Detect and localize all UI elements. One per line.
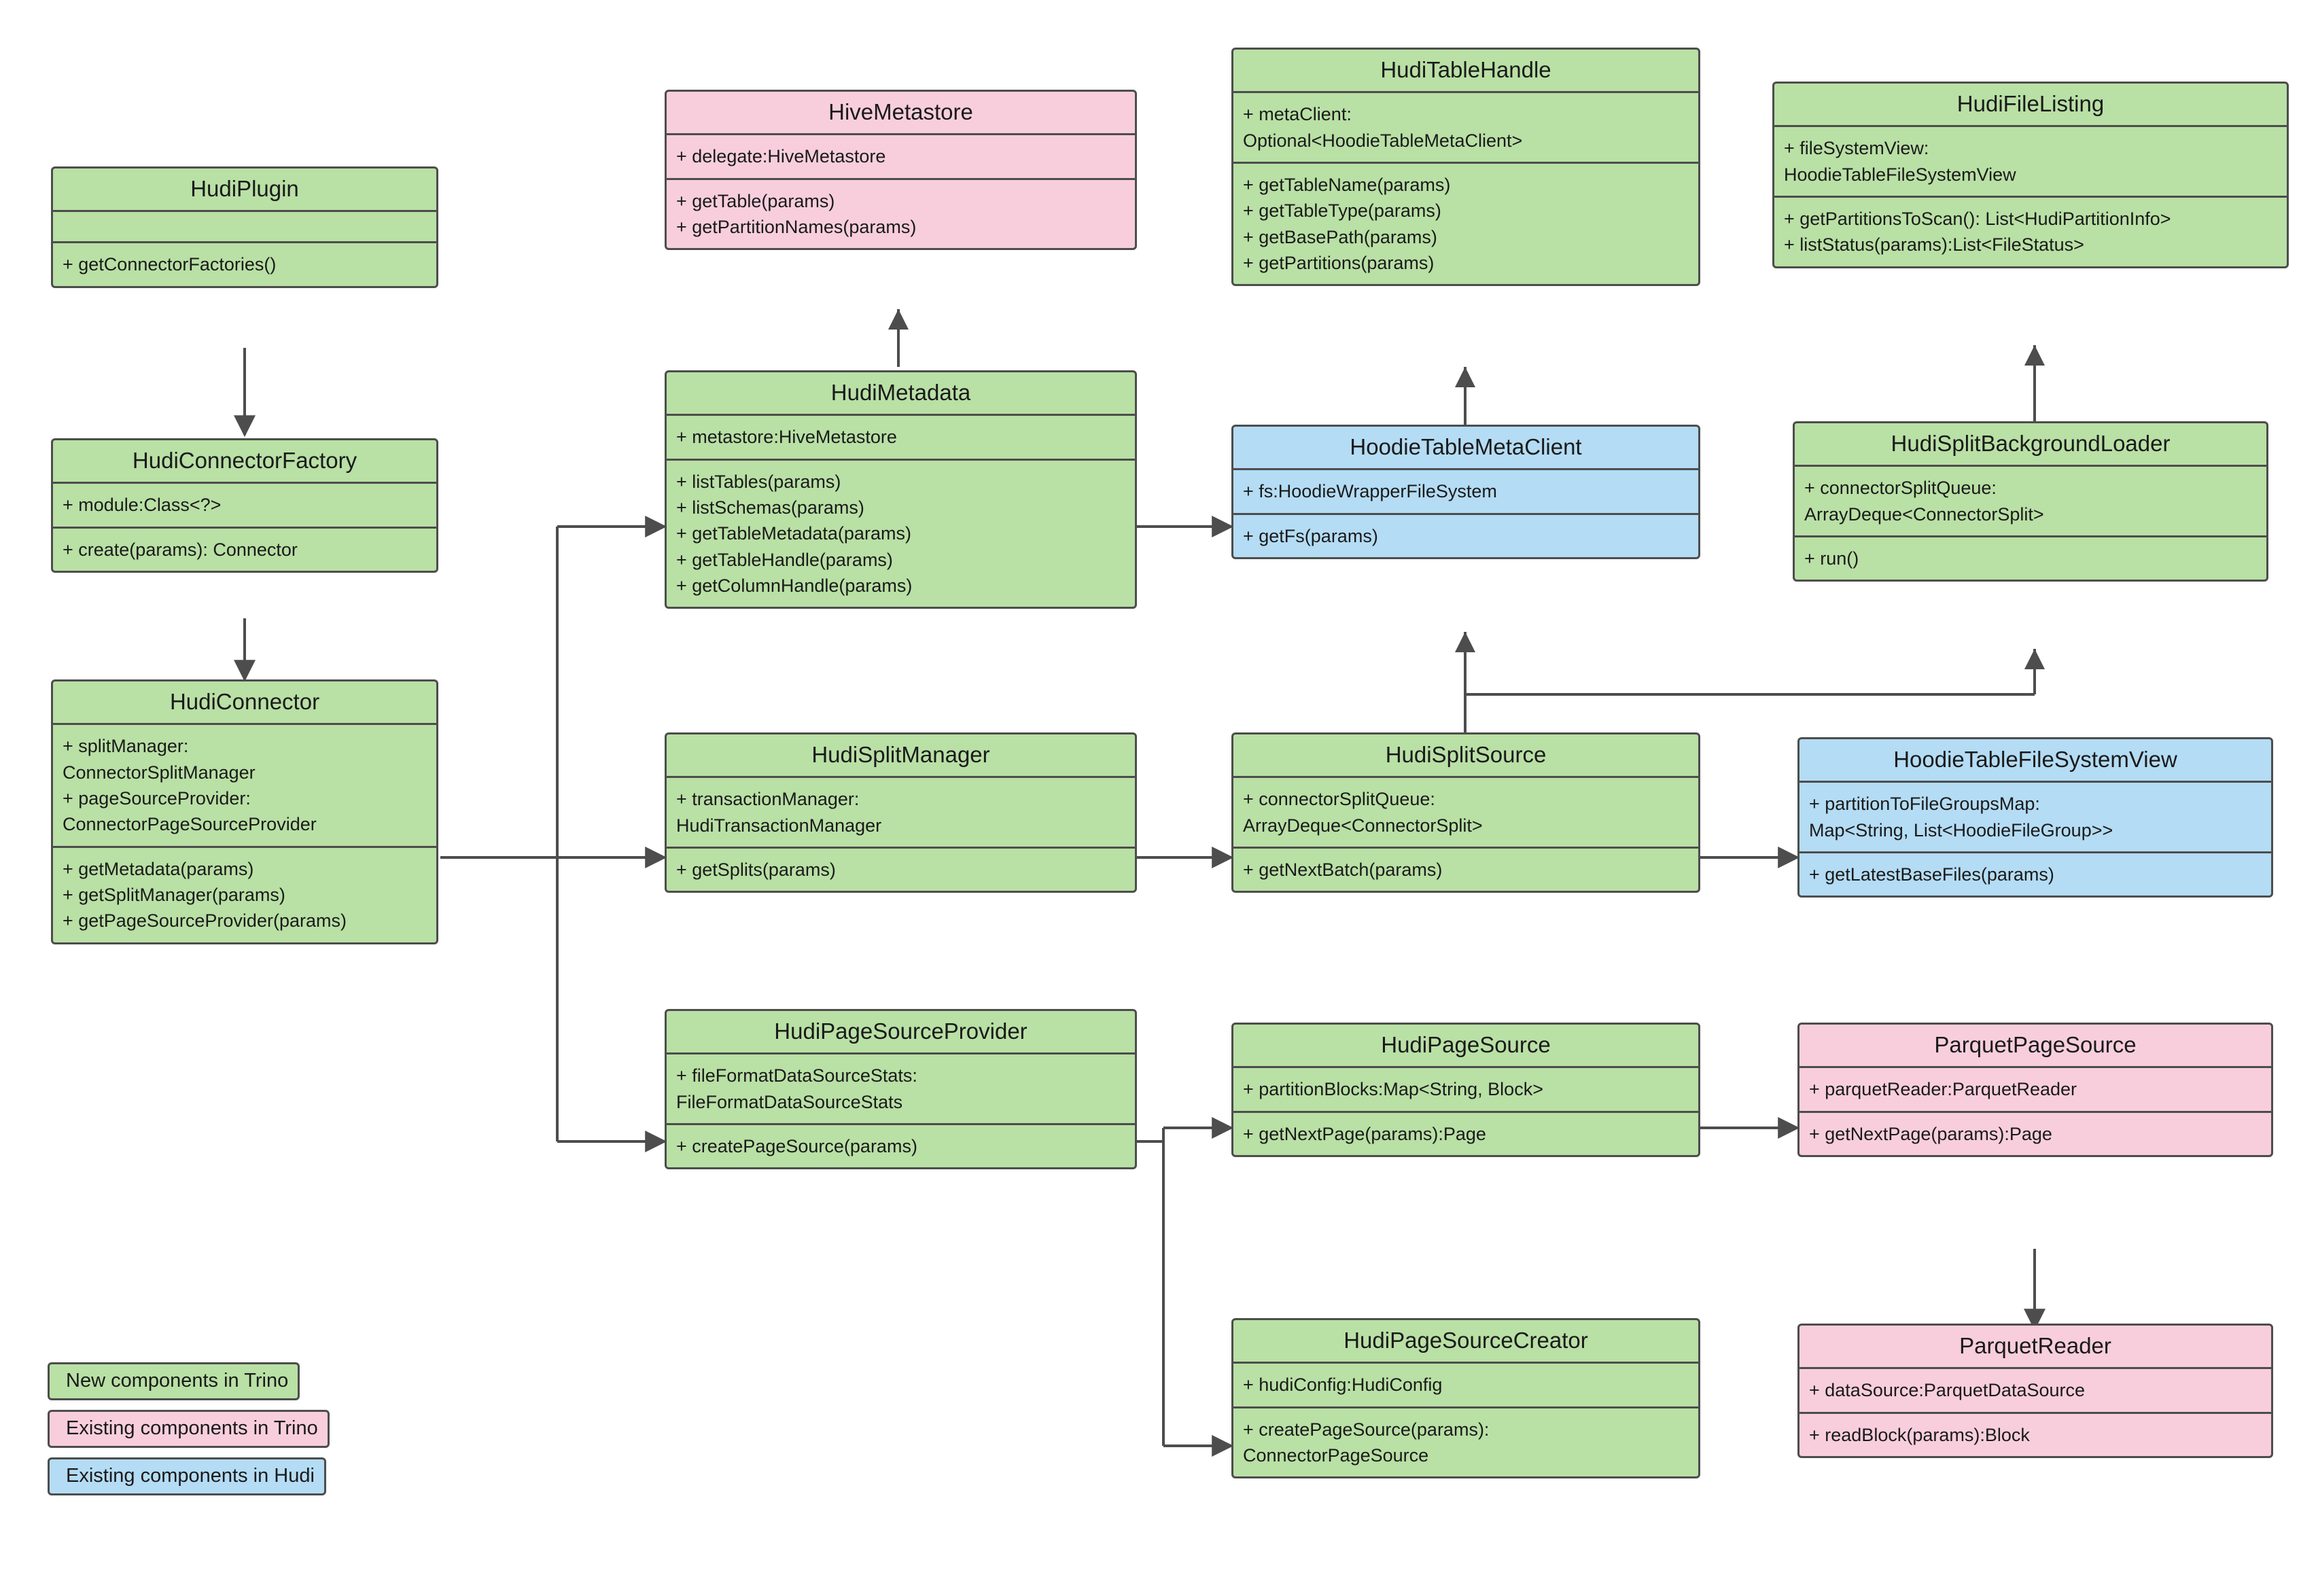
class-attributes — [1799, 1068, 2271, 1112]
class-attribute: ArrayDeque<ConnectorSplit> — [1804, 503, 2044, 525]
class-title: ParquetReader — [1799, 1326, 2271, 1369]
legend — [48, 1362, 462, 1505]
class-box-hudi-connector[interactable] — [51, 679, 438, 944]
class-attribute: ConnectorSplitManager — [63, 762, 256, 783]
class-method: + getTableType(params) — [1243, 200, 1441, 221]
class-methods — [53, 243, 436, 285]
class-methods — [53, 529, 436, 571]
class-title: HudiFileListing — [1774, 84, 2287, 127]
legend-label: Existing components in Trino — [66, 1417, 318, 1439]
class-attribute: + pageSourceProvider: — [63, 787, 251, 809]
class-attribute: HoodieTableFileSystemView — [1784, 164, 2016, 185]
class-method: + listSchemas(params) — [676, 497, 864, 518]
class-title: HudiSplitBackgroundLoader — [1795, 423, 2266, 467]
class-box-hudi-page-source-provider[interactable] — [665, 1009, 1137, 1169]
class-method: + createPageSource(params) — [676, 1135, 917, 1156]
class-attribute: + parquetReader:ParquetReader — [1809, 1079, 2077, 1100]
class-attribute: + fileSystemView: — [1784, 138, 1929, 159]
class-attributes — [1774, 127, 2287, 198]
class-title: HudiSplitSource — [1233, 734, 1698, 778]
class-methods — [1233, 515, 1698, 557]
class-title: ParquetPageSource — [1799, 1025, 2271, 1068]
class-attribute: ConnectorPageSourceProvider — [63, 814, 317, 835]
class-methods — [1233, 1408, 1698, 1477]
class-attributes — [53, 484, 436, 528]
class-methods — [1233, 849, 1698, 891]
class-attribute: + module:Class<?> — [63, 495, 222, 516]
class-box-hudi-table-handle[interactable] — [1231, 48, 1700, 286]
class-method: + getNextPage(params):Page — [1809, 1123, 2052, 1144]
class-method: + getTableName(params) — [1243, 174, 1451, 195]
class-methods — [667, 849, 1135, 891]
class-attribute: + delegate:HiveMetastore — [676, 146, 886, 167]
class-attribute: + partitionBlocks:Map<String, Block> — [1243, 1079, 1543, 1100]
legend-label: New components in Trino — [66, 1370, 289, 1391]
class-method: + getNextBatch(params) — [1243, 859, 1443, 880]
class-attribute: Map<String, List<HoodieFileGroup>> — [1809, 819, 2113, 840]
class-attribute: + connectorSplitQueue: — [1804, 478, 1997, 499]
class-method: + getPartitions(params) — [1243, 252, 1435, 273]
class-attributes — [1233, 1068, 1698, 1112]
class-box-hudi-split-manager[interactable] — [665, 732, 1137, 893]
class-attributes — [667, 1054, 1135, 1125]
legend-item-existing-hudi — [48, 1457, 326, 1495]
class-attributes — [1795, 467, 2266, 537]
class-box-parquet-reader[interactable] — [1797, 1324, 2273, 1458]
class-method: + run() — [1804, 548, 1859, 569]
class-box-hudi-page-source-creator[interactable] — [1231, 1318, 1700, 1478]
class-method: + listStatus(params):List<FileStatus> — [1784, 234, 2084, 255]
class-method: + getMetadata(params) — [63, 858, 254, 879]
class-methods — [667, 1125, 1135, 1167]
class-method: + getTableHandle(params) — [676, 549, 893, 570]
class-box-hudi-file-listing[interactable] — [1772, 82, 2289, 268]
class-methods — [1799, 853, 2271, 895]
class-title: HudiTableHandle — [1233, 50, 1698, 93]
class-attributes — [1799, 1369, 2271, 1413]
class-box-hudi-connector-factory[interactable] — [51, 438, 438, 573]
class-methods — [1233, 1113, 1698, 1155]
class-attributes — [667, 778, 1135, 849]
class-method: + getFs(params) — [1243, 525, 1378, 546]
class-method: + listTables(params) — [676, 471, 841, 492]
class-attribute: + metaClient: — [1243, 104, 1352, 125]
class-method: + getPartitionNames(params) — [676, 216, 917, 237]
class-title: HudiConnector — [53, 681, 436, 725]
class-attribute: FileFormatDataSourceStats — [676, 1091, 903, 1112]
class-method: + getSplitManager(params) — [63, 884, 285, 905]
class-attribute: ArrayDeque<ConnectorSplit> — [1243, 815, 1483, 836]
class-attributes — [667, 416, 1135, 460]
class-methods — [1795, 537, 2266, 580]
class-attribute: + hudiConfig:HudiConfig — [1243, 1375, 1443, 1396]
class-method: + readBlock(params):Block — [1809, 1424, 2030, 1445]
class-title: HudiConnectorFactory — [53, 440, 436, 484]
class-box-hudi-plugin[interactable] — [51, 166, 438, 288]
class-method: + createPageSource(params): — [1243, 1419, 1490, 1440]
legend-item-existing-trino — [48, 1410, 330, 1448]
class-attributes — [53, 212, 436, 243]
class-methods — [53, 848, 436, 942]
class-method: + getConnectorFactories() — [63, 254, 277, 275]
class-methods — [1774, 198, 2287, 266]
class-method: + getPartitionsToScan(): List<HudiPartitionInfo> — [1784, 208, 2171, 229]
class-method: + getTableMetadata(params) — [676, 523, 911, 544]
legend-label: Existing components in Hudi — [66, 1465, 315, 1487]
class-attribute: + splitManager: — [63, 736, 189, 757]
class-box-parquet-page-source[interactable] — [1797, 1023, 2273, 1157]
class-attribute: Optional<HoodieTableMetaClient> — [1243, 130, 1523, 151]
class-methods — [1799, 1414, 2271, 1456]
class-method: + getLatestBaseFiles(params) — [1809, 864, 2054, 885]
class-attribute: + transactionManager: — [676, 789, 860, 810]
class-attribute: + metastore:HiveMetastore — [676, 427, 897, 448]
class-attribute: + partitionToFileGroupsMap: — [1809, 794, 2040, 815]
class-attributes — [1233, 778, 1698, 849]
class-method: + getTable(params) — [676, 190, 835, 211]
class-box-hoodie-table-file-system-view[interactable] — [1797, 737, 2273, 898]
class-title: HudiSplitManager — [667, 734, 1135, 778]
class-box-hudi-metadata[interactable] — [665, 370, 1137, 609]
class-attributes — [53, 725, 436, 847]
class-method: ConnectorPageSource — [1243, 1444, 1429, 1466]
class-methods — [667, 180, 1135, 249]
class-attribute: + dataSource:ParquetDataSource — [1809, 1380, 2086, 1401]
class-attributes — [1233, 93, 1698, 164]
class-box-hoodie-table-meta-client[interactable] — [1231, 425, 1700, 559]
legend-item-new-trino — [48, 1362, 300, 1400]
class-method: + getPageSourceProvider(params) — [63, 910, 347, 932]
class-attributes — [1799, 783, 2271, 853]
class-box-hudi-split-source[interactable] — [1231, 732, 1700, 893]
class-method: + create(params): Connector — [63, 539, 298, 560]
class-title: HudiPageSourceProvider — [667, 1011, 1135, 1054]
class-title: HiveMetastore — [667, 92, 1135, 135]
class-attributes — [667, 135, 1135, 179]
class-attribute: + connectorSplitQueue: — [1243, 789, 1435, 810]
class-title: HudiPlugin — [53, 169, 436, 212]
class-title: HudiPageSource — [1233, 1025, 1698, 1068]
class-methods — [667, 461, 1135, 607]
class-box-hudi-split-background-loader[interactable] — [1793, 421, 2268, 582]
class-title: HudiMetadata — [667, 372, 1135, 416]
class-method: + getBasePath(params) — [1243, 226, 1437, 247]
class-title: HoodieTableMetaClient — [1233, 427, 1698, 470]
class-attributes — [1233, 1364, 1698, 1408]
class-attribute: + fs:HoodieWrapperFileSystem — [1243, 481, 1497, 502]
class-methods — [1799, 1113, 2271, 1155]
class-attribute: HudiTransactionManager — [676, 815, 882, 836]
class-box-hudi-page-source[interactable] — [1231, 1023, 1700, 1157]
class-method: + getNextPage(params):Page — [1243, 1123, 1486, 1144]
class-methods — [1233, 164, 1698, 284]
class-attribute: + fileFormatDataSourceStats: — [676, 1065, 917, 1086]
class-title: HoodieTableFileSystemView — [1799, 739, 2271, 783]
class-title: HudiPageSourceCreator — [1233, 1320, 1698, 1364]
class-box-hive-metastore[interactable] — [665, 90, 1137, 250]
class-method: + getSplits(params) — [676, 859, 836, 880]
class-method: + getColumnHandle(params) — [676, 575, 913, 596]
class-attributes — [1233, 470, 1698, 514]
